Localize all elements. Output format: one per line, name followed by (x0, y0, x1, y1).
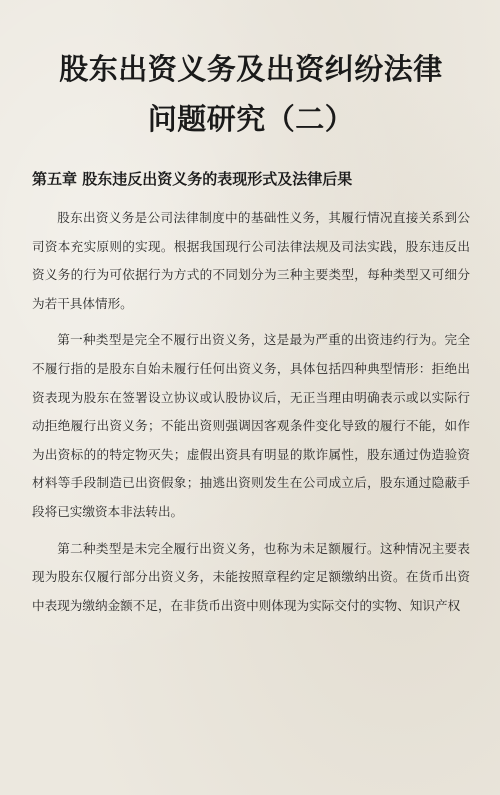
paragraph-3: 第二种类型是未完全履行出资义务，也称为未足额履行。这种情况主要表现为股东仅履行部分出资义务，未能按照章程约定足额缴纳出资。在货币出资中表现为缴纳金额不足，在非货币出资中则体现为实际交付的实物、知识产权 (32, 540, 470, 613)
title-line-1: 股东出资义务及出资纠纷法律 (59, 52, 443, 86)
paragraph-1: 股东出资义务是公司法律制度中的基础性义务，其履行情况直接关系到公司资本充实原则的实现。根据我国现行公司法律法规及司法实践，股东违反出资义务的行为可依据行为方式的不同划分为三种主要类型，每种类型又可细分为若干具体情形。 (32, 210, 470, 311)
title-line-2: 问题研究（二） (147, 102, 355, 136)
paragraph-2: 第一种类型是完全不履行出资义务，这是最为严重的出资违约行为。完全不履行指的是股东自始未履行任何出资义务，具体包括四种典型情形：拒绝出资表现为股东在签署设立协议或认股协议后，无正当理由明确表示或以实际行动拒绝履行出资义务；不能出资则强调因客观条件变化导致的履行不能，如作为出资标的的特定物灭失；虚假出资具有明显的欺诈属性，股东通过伪造验资材料等手段制造已出资假象；抽逃出资则发生在公司成立后，股东通过隐蔽手段将已实缴资本非法转出。 (32, 332, 470, 519)
document-title (32, 44, 470, 144)
chapter-heading: 第五章 股东违反出资义务的表现形式及法律后果 (32, 170, 353, 188)
